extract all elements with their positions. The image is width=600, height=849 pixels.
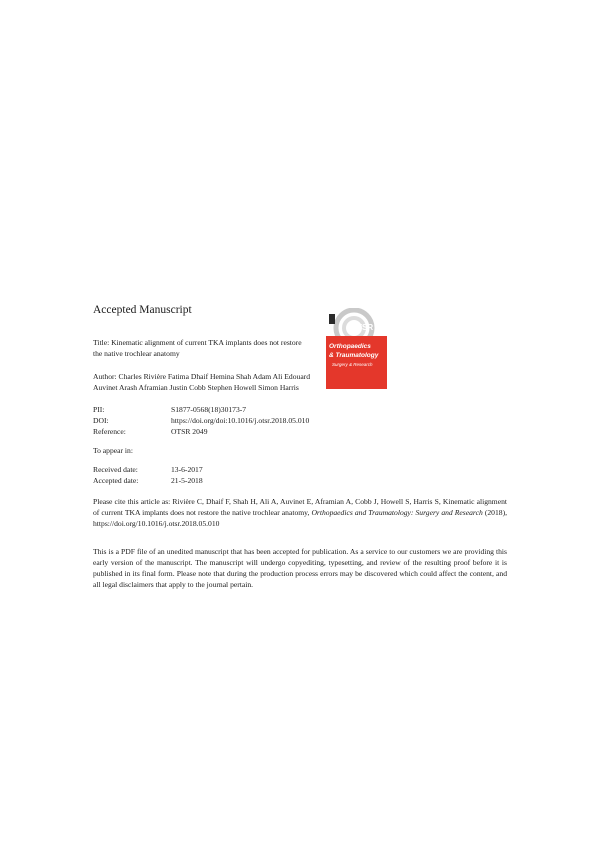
manuscript-notice: This is a PDF file of an unedited manuscript that has been accepted for publication. As a service to our customers we are providing this early version of the manuscript. The manuscript will undergo copyediting, typesetting, and review of the resulting proof before it is published in its final form. Please note that during the production process errors may be discovered which could affect the content, and all legal disclaimers that apply to the journal pertain. xyxy=(93,547,507,589)
reference-label: Reference: xyxy=(93,427,126,436)
cover-title-2: & Traumatology xyxy=(329,352,379,359)
page-heading: Accepted Manuscript xyxy=(93,304,192,316)
publisher-logo-icon xyxy=(329,314,335,324)
pii-label: PII: xyxy=(93,405,105,414)
received-date-value: 13-6-2017 xyxy=(171,465,203,474)
journal-cover-image xyxy=(326,308,387,389)
doi-label: DOI: xyxy=(93,416,109,425)
doi-value: https://doi.org/doi:10.1016/j.otsr.2018.05.010 xyxy=(171,416,310,425)
accepted-date-label: Accepted date: xyxy=(93,476,139,485)
author-list: Author: Charles Rivière Fatima Dhaif Hemina Shah Adam Ali Edouard Auvinet Arash Aframian Justin Cobb Stephen Howell Simon Harris xyxy=(93,372,311,392)
accepted-date-value: 21-5-2018 xyxy=(171,476,203,485)
received-date-label: Received date: xyxy=(93,465,138,474)
cover-title-3: Surgery & Research xyxy=(332,362,373,367)
pii-value: S1877-0568(18)30173-7 xyxy=(171,405,247,414)
journal-cover-art xyxy=(326,308,387,389)
citation-paragraph xyxy=(93,496,507,529)
to-appear-label: To appear in: xyxy=(93,446,133,455)
article-title: Title: Kinematic alignment of current TKA implants does not restore the native trochlear anatomy xyxy=(93,338,302,358)
reference-value: OTSR 2049 xyxy=(171,427,208,436)
cover-title-1: Orthopaedics xyxy=(329,343,371,350)
citation-journal: Orthopaedics and Traumatology: Surgery and Research xyxy=(311,508,483,517)
citation-doi: (2018), https://doi.org/10.1016/j.otsr.2018.05.010 xyxy=(93,508,507,528)
cover-logo: OTSR xyxy=(350,323,374,332)
citation-text: Please cite this article as: Rivière C, Dhaif F, Shah H, Ali A, Auvinet E, Aframian A, Cobb J, Howell S, Harris S, Kinematic alignment of current TKA implants does not restore the native trochlear anatomy, xyxy=(93,497,507,517)
